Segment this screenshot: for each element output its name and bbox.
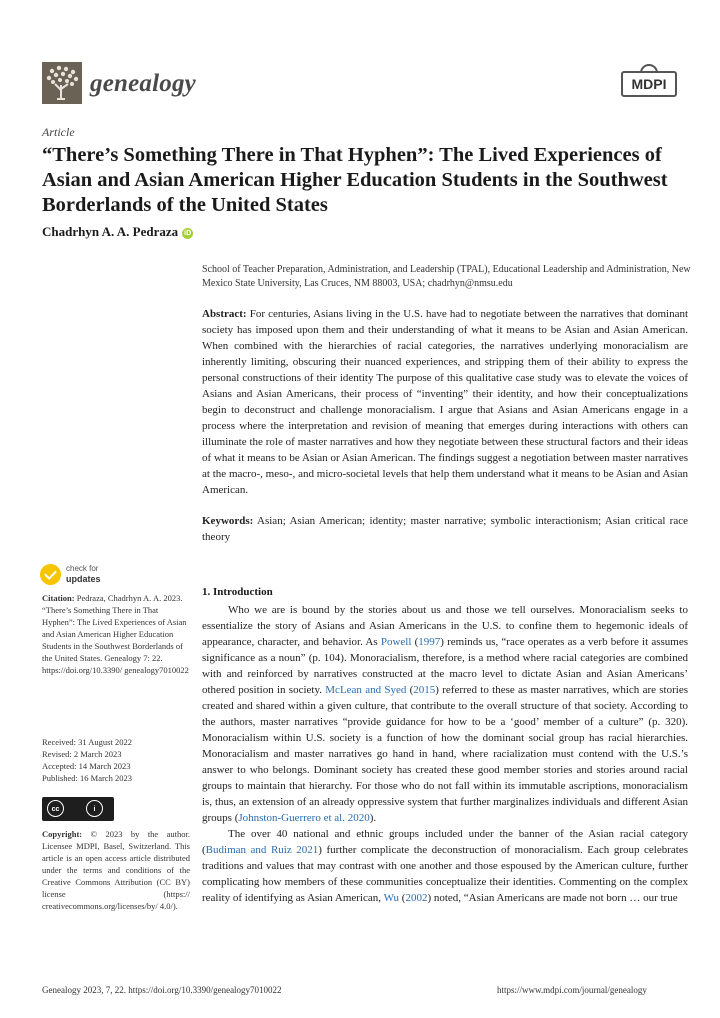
affiliation: School of Teacher Preparation, Administration, and Leadership (TPAL), Educational Leadership and Administration, New Mexico State University, Las Cruces, NM 88003, USA; chadrhyn@nmsu.edu: [202, 264, 691, 289]
copyright-text: © 2023 by the author. Licensee MDPI, Basel, Switzerland. This article is an open access article distributed under the terms and conditions of the Creative Commons Attribution (CC BY) license (https:// creativecommons.org/licenses/by/ 4.0/).: [42, 829, 191, 911]
reference-link[interactable]: Budiman and Ruiz 2021: [205, 844, 319, 856]
paragraph-2: The over 40 national and ethnic groups included under the banner of the Asian racial category (Budiman and Ruiz 2021) further complicate the deconstruction of monoracialism. Each group celebrates traditions and values that may contrast with one another and those espoused by the American culture, further complicating how members of these communities conceptualize their identities. Commenting on the complex reality of identifying as Asian American, Wu (2002) noted, “Asian Americans are made not born … our true: [202, 828, 688, 904]
published-date: Published: 16 March 2023: [42, 773, 132, 783]
mdpi-logo: MDPI: [621, 71, 677, 97]
genealogy-tree-logo: [42, 62, 82, 104]
abstract-label: Abstract:: [202, 308, 247, 320]
journal-name: genealogy: [90, 70, 196, 97]
article-type: Article: [42, 125, 75, 139]
reference-link[interactable]: 2015: [413, 684, 436, 696]
check-for-updates-button[interactable]: [40, 564, 160, 586]
keywords-label: Keywords:: [202, 515, 254, 527]
orcid-icon[interactable]: iD: [184, 229, 192, 237]
footer-citation: Genealogy 2023, 7, 22. https://doi.org/10.3390/genealogy7010022: [42, 985, 282, 995]
article-title: “There’s Something There in That Hyphen”: The Lived Experiences of Asian and Asian American Higher Education Students in the Southwest Borderlands of the United States: [42, 144, 668, 216]
keywords: [202, 513, 688, 545]
citation-text: Pedraza, Chadrhyn A. A. 2023. “There’s Something There in That Hyphen”: The Lived Experiences of Asian and Asian American Higher Education Students in the Southwest Borderlands of the United States. Genealogy 7: 22. https://doi.org/10.3390/ genealogy7010022: [42, 593, 189, 675]
accepted-date: Accepted: 14 March 2023: [42, 761, 131, 771]
reference-link[interactable]: Wu: [383, 892, 400, 904]
check-updates-label: check for updates: [66, 564, 101, 584]
copyright-label: Copyright:: [42, 829, 83, 839]
checkmark-icon: [40, 564, 61, 585]
cc-by-license-badge[interactable]: [42, 797, 114, 821]
dates-block: [42, 736, 190, 784]
revised-date: Revised: 2 March 2023: [42, 749, 122, 759]
reference-link[interactable]: Johnston-Guerrero et al. 2020: [238, 812, 370, 824]
abstract-text: For centuries, Asians living in the U.S. have had to negotiate between the narratives that dominant society has imposed upon them and their understanding of what it means to be Asian and Asian American. When combined with the hierarchies of racial categories, the narratives underlying monoracialism are inherently limiting, obscuring their nuanced experiences, and stripping them of their ability to express the personal constructions of their identity The purpose of this qualitative case study was to elevate the voices of Asians and Asian Americans, their process of “inventing” their identity, and how their conceptualizations begin to deconstruct and challenge monoracialism. I argue that Asians and Asian Americans engage in a process where the interpretation and revision of meaning that emerges during interactions with others can illuminate the role of master narratives and how they negotiate between these structural factors and their ideas of what it means to be Asian or Asian American. The findings suggest a negotiation between master narratives at the macro-, meso-, and micro-societal levels that help them understand what it means to be Asian and Asian American.: [202, 308, 689, 496]
reference-link[interactable]: 2002: [405, 892, 428, 904]
attribution-icon: i: [86, 800, 103, 817]
author-line: [42, 224, 193, 240]
abstract: [202, 306, 688, 498]
author-name: Chadrhyn A. A. Pedraza: [42, 224, 179, 239]
copyright-block: [42, 828, 190, 912]
reference-link[interactable]: 1997: [418, 636, 441, 648]
citation-block: [42, 592, 190, 676]
keywords-text: Asian; Asian American; identity; master narrative; symbolic interactionism; Asian critical race theory: [202, 515, 688, 543]
received-date: Received: 31 August 2022: [42, 737, 132, 747]
paragraph-1: Who we are is bound by the stories about us and those we tell ourselves. Monoracialism seeks to essentialize the story of Asians and Asian Americans in the U.S. to confine them to hegemonic ideals of appearance, character, and behavior. As Powell (1997) reminds us, “race operates as a verb before it assumes significance as a noun” (p. 104). Monoracialism, therefore, is a method where racial categories are combined with and reinforced by narratives constructed at the macro level to dictate Asian and Asian Americans’ othered position in society. McLean and Syed (2015) referred to these as master narratives, which are stories created and shared within a given culture, that contribute to the overall structure of that society. According to the authors, master narratives “provide guidance for how to be a ‘good’ member of a culture” (p. 320). Monoracialism within U.S. society is a function of how the dominant social group has racial hierarchies. Monoracialism and master narratives go hand in hand, where racialization must contend with the U.S.’s answer to who belongs. Dominant society has created these good member stories and stories around racial groups to maintain that hierarchy. For those who do not fall within its immutable ascriptions, monoracialism is, thus, an extension of an already oppressive system that further marginalizes individuals and different Asian groups (Johnston-Guerrero et al. 2020).: [202, 604, 688, 824]
section-heading-introduction: 1. Introduction: [202, 586, 273, 598]
citation-label: Citation:: [42, 593, 75, 603]
reference-link[interactable]: McLean and Syed: [325, 684, 407, 696]
footer-journal-url[interactable]: https://www.mdpi.com/journal/genealogy: [497, 985, 647, 995]
reference-link[interactable]: Powell: [380, 636, 412, 648]
cc-icon: cc: [47, 800, 64, 817]
introduction-body: [202, 602, 688, 906]
